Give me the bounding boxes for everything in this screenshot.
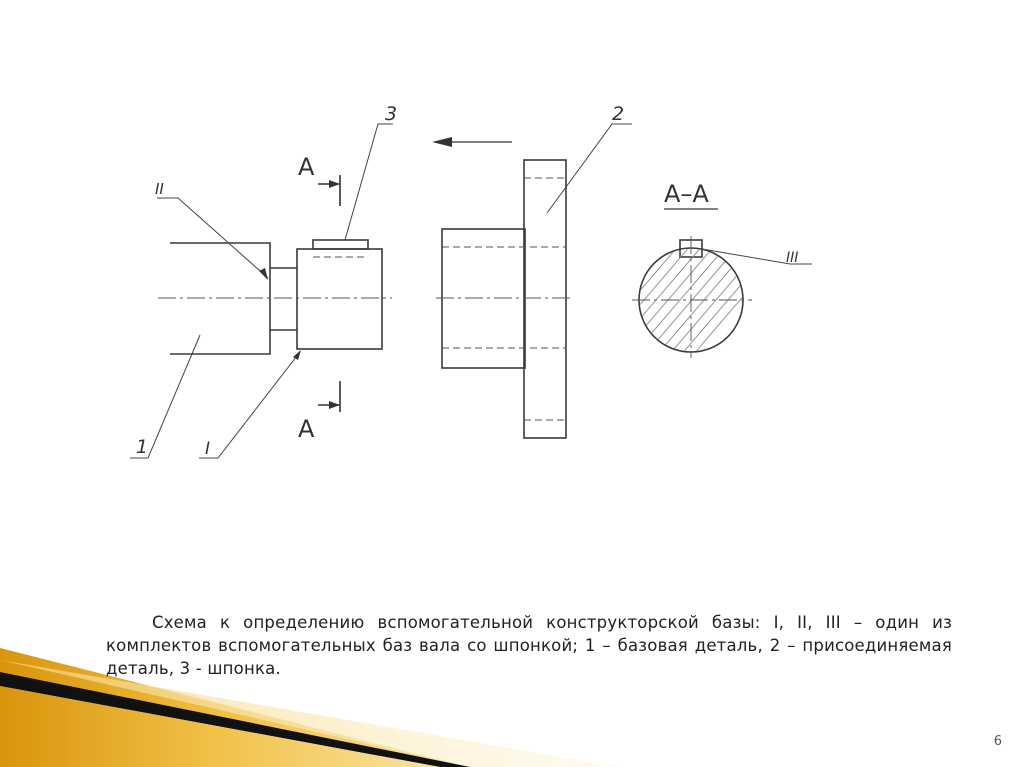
label-base-3: III — [786, 250, 799, 266]
label-part-1: 1 — [136, 436, 149, 458]
key-part-3 — [313, 240, 368, 249]
label-section-top: A — [298, 153, 315, 181]
base-part-shaft — [170, 243, 270, 354]
label-part-2: 2 — [612, 103, 625, 125]
page-number: 6 — [993, 734, 1002, 749]
label-base-2: II — [155, 180, 164, 198]
shaft-neck — [270, 268, 297, 330]
shaft-end — [297, 249, 382, 349]
label-section-view: A–A — [664, 180, 709, 208]
arrow-left-icon — [432, 137, 452, 147]
caption-text: Схема к определению вспомогательной конструкторской базы: I, II, III – один из комплектов вспомогательных баз вала со шпонкой; 1 – базовая деталь, 2 – присоединяемая деталь, 3 - шпонка. — [106, 613, 952, 678]
label-base-1: I — [205, 439, 211, 459]
hub-body — [442, 229, 525, 368]
label-section-bottom: A — [298, 415, 315, 443]
label-part-3: 3 — [385, 103, 398, 125]
flange — [524, 160, 566, 438]
figure-caption — [106, 611, 952, 680]
